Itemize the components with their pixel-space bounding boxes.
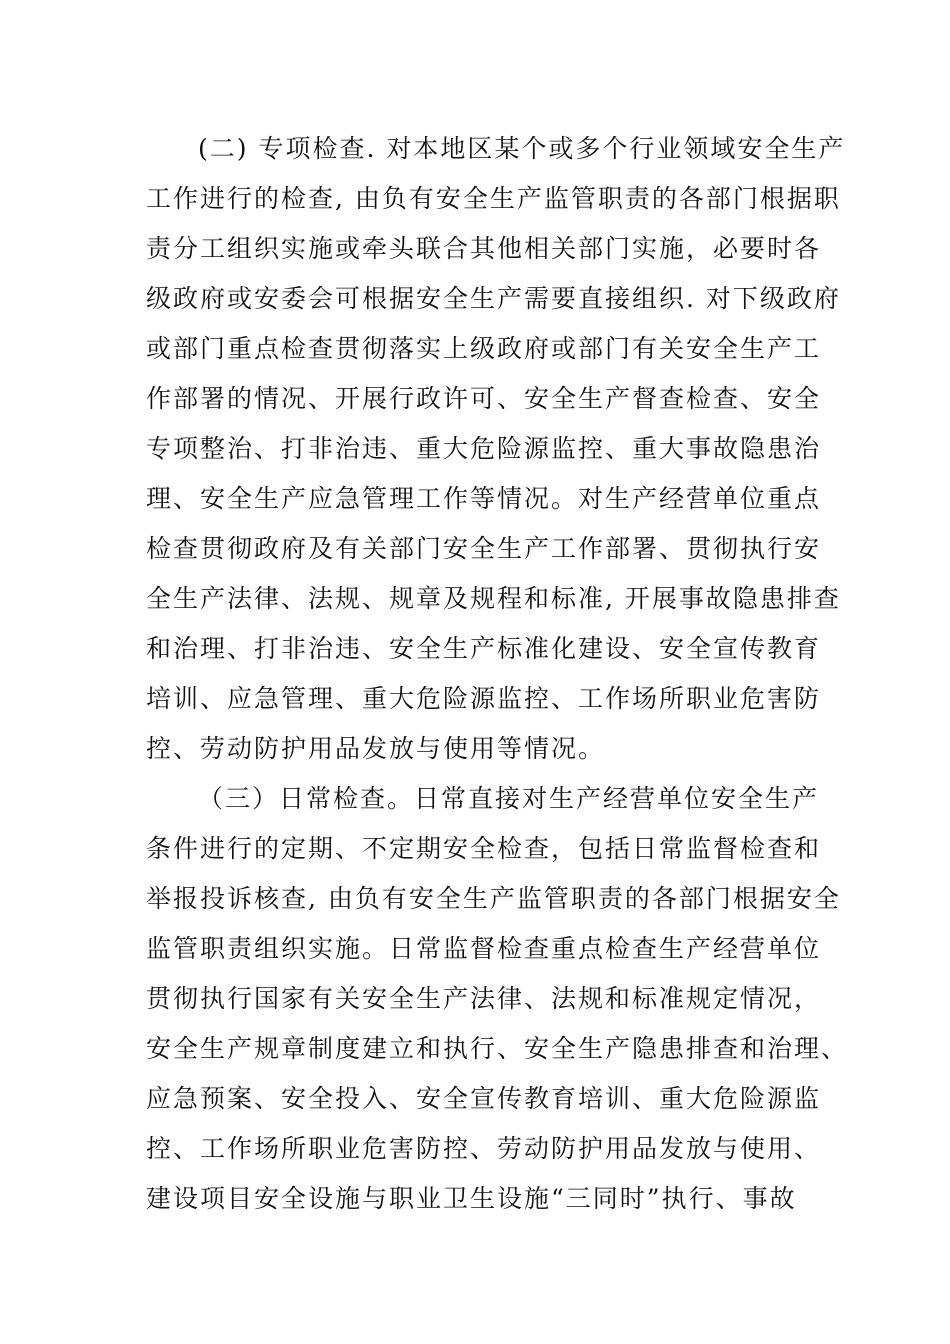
paragraph-line: 贯彻执行国家有关安全生产法律、法规和标准规定情况， xyxy=(146,984,822,1013)
paragraph-line: 控、工作场所职业危害防控、劳动防护用品发放与使用、 xyxy=(146,1134,822,1163)
paragraph-special-inspection xyxy=(146,124,846,774)
paragraph-line: 全生产法律、法规、规章及规程和标准, 开展事故隐患排查 xyxy=(146,584,841,613)
paragraph-line: 检查贯彻政府及有关部门安全生产工作部署、贯彻执行安 xyxy=(146,534,822,563)
paragraph-line: (二) 专项检查. 对本地区某个或多个行业领域安全生产 xyxy=(198,134,846,163)
paragraph-line: （三）日常检查。日常直接对生产经营单位安全生产 xyxy=(198,784,820,813)
paragraph-line: 控、劳动防护用品发放与使用等情况。 xyxy=(146,734,606,763)
paragraph-daily-inspection xyxy=(146,774,849,1224)
paragraph-line: 作部署的情况、开展行政许可、安全生产督查检查、安全 xyxy=(146,384,822,413)
document-body xyxy=(146,124,849,1224)
paragraph-line: 培训、应急管理、重大危险源监控、工作场所职业危害防 xyxy=(146,684,822,713)
paragraph-line: 级政府或安委会可根据安全生产需要直接组织. 对下级政府 xyxy=(146,284,841,313)
paragraph-line: 工作进行的检查, 由负有安全生产监管职责的各部门根据职 xyxy=(146,184,841,213)
paragraph-line: 理、安全生产应急管理工作等情况。对生产经营单位重点 xyxy=(146,484,822,513)
paragraph-line: 建设项目安全设施与职业卫生设施“三同时”执行、事故 xyxy=(146,1184,797,1213)
paragraph-line: 安全生产规章制度建立和执行、安全生产隐患排查和治理、 xyxy=(146,1034,849,1063)
paragraph-line: 应急预案、安全投入、安全宣传教育培训、重大危险源监 xyxy=(146,1084,822,1113)
paragraph-line: 举报投诉核查, 由负有安全生产监管职责的各部门根据安全 xyxy=(146,884,841,913)
paragraph-line: 监管职责组织实施。日常监督检查重点检查生产经营单位 xyxy=(146,934,822,963)
paragraph-line: 和治理、打非治违、安全生产标准化建设、安全宣传教育 xyxy=(146,634,822,663)
paragraph-line: 专项整治、打非治违、重大危险源监控、重大事故隐患治 xyxy=(146,434,822,463)
paragraph-line: 责分工组织实施或牵头联合其他相关部门实施，必要时各 xyxy=(146,234,822,263)
paragraph-line: 或部门重点检查贯彻落实上级政府或部门有关安全生产工 xyxy=(146,334,822,363)
paragraph-line: 条件进行的定期、不定期安全检查，包括日常监督检查和 xyxy=(146,834,822,863)
